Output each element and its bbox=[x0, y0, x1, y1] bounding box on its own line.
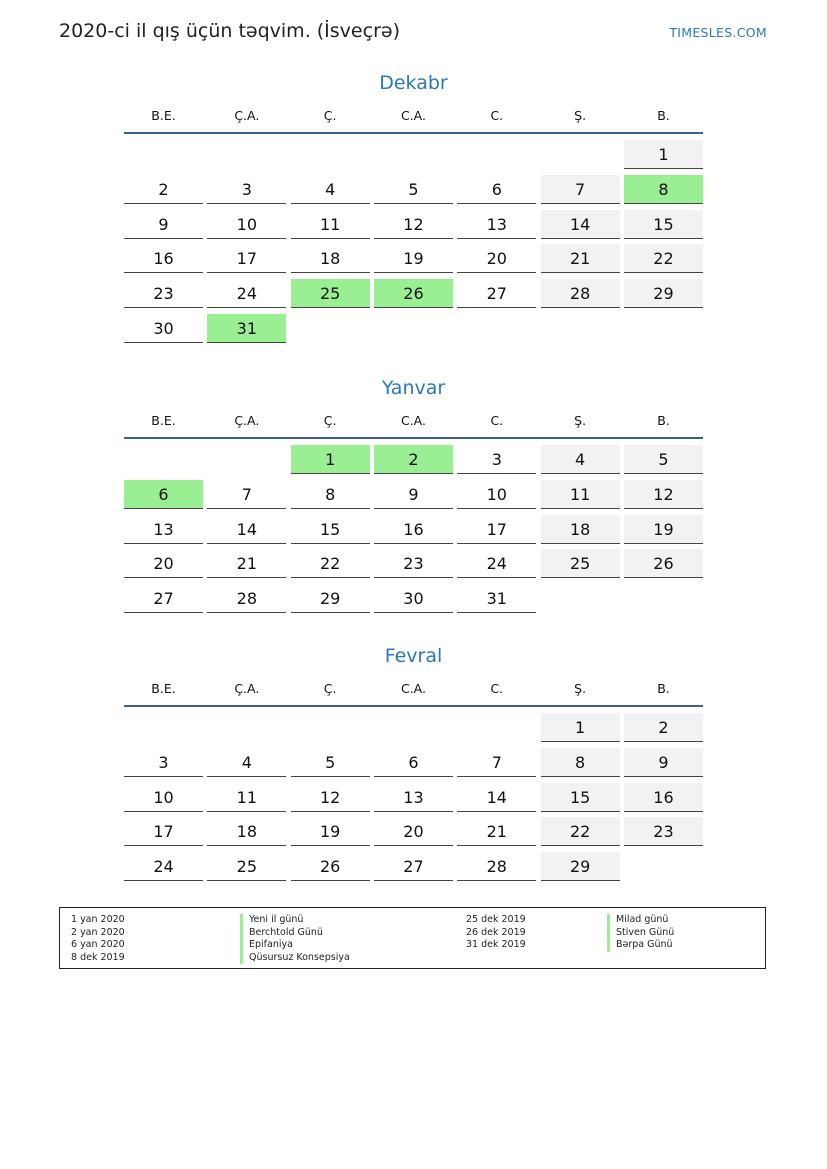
legend-names-right bbox=[607, 914, 674, 952]
day-cell: 24 bbox=[207, 279, 286, 308]
legend-date: 1 yan 2020 bbox=[71, 914, 125, 925]
day-cell: 3 bbox=[124, 748, 203, 777]
weekday-label: B.E. bbox=[151, 412, 176, 428]
legend-holiday-name: Berchtold Günü bbox=[240, 927, 350, 940]
weekday-header bbox=[124, 98, 703, 134]
legend-holiday-name: Stiven Günü bbox=[607, 927, 674, 940]
day-cell: 6 bbox=[374, 748, 453, 777]
day-cell: 7 bbox=[541, 175, 620, 204]
day-cell: 29 bbox=[291, 584, 370, 613]
day-cell: 8 bbox=[624, 175, 703, 204]
day-cell: 29 bbox=[624, 279, 703, 308]
legend-date: 6 yan 2020 bbox=[71, 939, 125, 951]
day-cell: 6 bbox=[457, 175, 536, 204]
day-cell: 28 bbox=[457, 852, 536, 881]
day-cell: 22 bbox=[291, 549, 370, 578]
day-cell: 5 bbox=[291, 748, 370, 777]
day-cell: 1 bbox=[624, 140, 703, 169]
day-cell: 17 bbox=[457, 515, 536, 544]
legend-holiday-name: Milad günü bbox=[607, 914, 674, 927]
day-cell: 30 bbox=[374, 584, 453, 613]
day-cell: 8 bbox=[291, 480, 370, 509]
empty-cell bbox=[124, 140, 203, 169]
day-cell: 26 bbox=[374, 279, 453, 308]
day-grid bbox=[124, 713, 703, 881]
day-cell: 31 bbox=[457, 584, 536, 613]
legend-dates-right bbox=[466, 914, 526, 952]
day-cell: 11 bbox=[541, 480, 620, 509]
legend-holiday-name: Yeni il günü bbox=[240, 914, 350, 927]
day-cell: 30 bbox=[124, 314, 203, 343]
day-cell: 27 bbox=[374, 852, 453, 881]
weekday-label: C. bbox=[490, 107, 504, 123]
empty-cell bbox=[207, 445, 286, 474]
month-december bbox=[124, 68, 703, 343]
day-cell: 11 bbox=[291, 210, 370, 239]
day-cell: 24 bbox=[124, 852, 203, 881]
day-cell: 10 bbox=[124, 783, 203, 812]
day-cell: 25 bbox=[541, 549, 620, 578]
day-cell: 19 bbox=[374, 244, 453, 273]
day-cell: 11 bbox=[207, 783, 286, 812]
day-cell: 1 bbox=[291, 445, 370, 474]
day-cell: 6 bbox=[124, 480, 203, 509]
weekday-label: Ç. bbox=[323, 412, 337, 428]
weekday-label: Ş. bbox=[574, 412, 587, 428]
legend-date: 25 dek 2019 bbox=[466, 914, 526, 925]
day-cell: 13 bbox=[374, 783, 453, 812]
day-cell: 23 bbox=[624, 817, 703, 846]
day-cell: 7 bbox=[207, 480, 286, 509]
legend-date: 8 dek 2019 bbox=[71, 951, 125, 963]
page-title: 2020-ci il qış üçün təqvim. (İsveçrə) bbox=[59, 20, 400, 42]
day-cell: 2 bbox=[624, 713, 703, 742]
day-cell: 14 bbox=[541, 210, 620, 239]
day-cell: 17 bbox=[207, 244, 286, 273]
weekday-label: C. bbox=[490, 680, 504, 696]
month-february bbox=[124, 641, 703, 881]
weekday-label: Ç. bbox=[323, 107, 337, 123]
day-cell: 12 bbox=[291, 783, 370, 812]
day-cell: 7 bbox=[457, 748, 536, 777]
weekday-label: Ç.A. bbox=[234, 680, 260, 696]
day-cell: 16 bbox=[624, 783, 703, 812]
legend-date: 31 dek 2019 bbox=[466, 939, 526, 951]
day-cell: 3 bbox=[207, 175, 286, 204]
day-cell: 23 bbox=[374, 549, 453, 578]
legend-holiday-name: Epifaniya bbox=[240, 939, 350, 952]
empty-cell bbox=[457, 140, 536, 169]
day-cell: 20 bbox=[124, 549, 203, 578]
day-cell: 19 bbox=[624, 515, 703, 544]
day-cell: 4 bbox=[541, 445, 620, 474]
day-cell: 5 bbox=[374, 175, 453, 204]
empty-cell bbox=[291, 140, 370, 169]
weekday-label: B.E. bbox=[151, 107, 176, 123]
weekday-label: B.E. bbox=[151, 680, 176, 696]
day-cell: 31 bbox=[207, 314, 286, 343]
weekday-label: C. bbox=[490, 412, 504, 428]
weekday-label: Ç.A. bbox=[234, 412, 260, 428]
empty-cell bbox=[124, 445, 203, 474]
day-cell: 18 bbox=[291, 244, 370, 273]
day-cell: 25 bbox=[207, 852, 286, 881]
weekday-label: C.A. bbox=[400, 680, 426, 696]
day-cell: 18 bbox=[207, 817, 286, 846]
day-cell: 14 bbox=[457, 783, 536, 812]
day-cell: 22 bbox=[624, 244, 703, 273]
day-cell: 13 bbox=[457, 210, 536, 239]
day-cell: 15 bbox=[291, 515, 370, 544]
empty-cell bbox=[124, 713, 203, 742]
empty-cell bbox=[541, 140, 620, 169]
month-title: Fevral bbox=[384, 645, 443, 667]
day-cell: 4 bbox=[291, 175, 370, 204]
day-cell: 12 bbox=[374, 210, 453, 239]
weekday-label: B. bbox=[657, 680, 670, 696]
day-cell: 4 bbox=[207, 748, 286, 777]
weekday-label: Ş. bbox=[574, 107, 587, 123]
weekday-header bbox=[124, 671, 703, 707]
weekday-label: Ş. bbox=[574, 680, 587, 696]
day-cell: 9 bbox=[124, 210, 203, 239]
holiday-legend bbox=[59, 907, 766, 969]
day-cell: 18 bbox=[541, 515, 620, 544]
weekday-label: Ç.A. bbox=[234, 107, 260, 123]
legend-date: 2 yan 2020 bbox=[71, 926, 125, 938]
day-cell: 16 bbox=[124, 244, 203, 273]
day-cell: 26 bbox=[624, 549, 703, 578]
day-cell: 5 bbox=[624, 445, 703, 474]
day-cell: 20 bbox=[374, 817, 453, 846]
empty-cell bbox=[207, 713, 286, 742]
legend-dates-left bbox=[71, 914, 125, 964]
empty-cell bbox=[291, 713, 370, 742]
day-cell: 8 bbox=[541, 748, 620, 777]
day-cell: 10 bbox=[457, 480, 536, 509]
day-cell: 28 bbox=[207, 584, 286, 613]
day-cell: 15 bbox=[624, 210, 703, 239]
day-cell: 25 bbox=[291, 279, 370, 308]
brand-link[interactable]: TIMESLES.COM bbox=[669, 25, 767, 40]
day-cell: 2 bbox=[124, 175, 203, 204]
legend-holiday-name: Bərpa Günü bbox=[607, 939, 674, 952]
day-cell: 26 bbox=[291, 852, 370, 881]
day-cell: 19 bbox=[291, 817, 370, 846]
month-title: Dekabr bbox=[379, 72, 448, 94]
day-cell: 28 bbox=[541, 279, 620, 308]
weekday-label: C.A. bbox=[400, 107, 426, 123]
empty-cell bbox=[374, 140, 453, 169]
weekday-header bbox=[124, 403, 703, 439]
day-cell: 9 bbox=[624, 748, 703, 777]
month-january bbox=[124, 373, 703, 613]
day-cell: 17 bbox=[124, 817, 203, 846]
month-title: Yanvar bbox=[381, 377, 446, 399]
day-cell: 13 bbox=[124, 515, 203, 544]
weekday-label: Ç. bbox=[323, 680, 337, 696]
day-cell: 9 bbox=[374, 480, 453, 509]
empty-cell bbox=[457, 713, 536, 742]
day-cell: 23 bbox=[124, 279, 203, 308]
day-cell: 21 bbox=[541, 244, 620, 273]
weekday-label: C.A. bbox=[400, 412, 426, 428]
weekday-label: B. bbox=[657, 107, 670, 123]
day-cell: 3 bbox=[457, 445, 536, 474]
day-cell: 20 bbox=[457, 244, 536, 273]
day-cell: 10 bbox=[207, 210, 286, 239]
legend-names-left bbox=[240, 914, 350, 964]
day-grid bbox=[124, 445, 703, 613]
day-cell: 29 bbox=[541, 852, 620, 881]
day-cell: 27 bbox=[124, 584, 203, 613]
day-cell: 21 bbox=[207, 549, 286, 578]
day-cell: 2 bbox=[374, 445, 453, 474]
legend-date: 26 dek 2019 bbox=[466, 926, 526, 938]
day-cell: 15 bbox=[541, 783, 620, 812]
legend-holiday-name: Qüsursuz Konsepsiya bbox=[240, 952, 350, 965]
day-cell: 14 bbox=[207, 515, 286, 544]
day-cell: 27 bbox=[457, 279, 536, 308]
day-cell: 16 bbox=[374, 515, 453, 544]
day-cell: 24 bbox=[457, 549, 536, 578]
day-cell: 22 bbox=[541, 817, 620, 846]
day-grid bbox=[124, 140, 703, 343]
empty-cell bbox=[207, 140, 286, 169]
day-cell: 21 bbox=[457, 817, 536, 846]
day-cell: 12 bbox=[624, 480, 703, 509]
weekday-label: B. bbox=[657, 412, 670, 428]
empty-cell bbox=[374, 713, 453, 742]
day-cell: 1 bbox=[541, 713, 620, 742]
